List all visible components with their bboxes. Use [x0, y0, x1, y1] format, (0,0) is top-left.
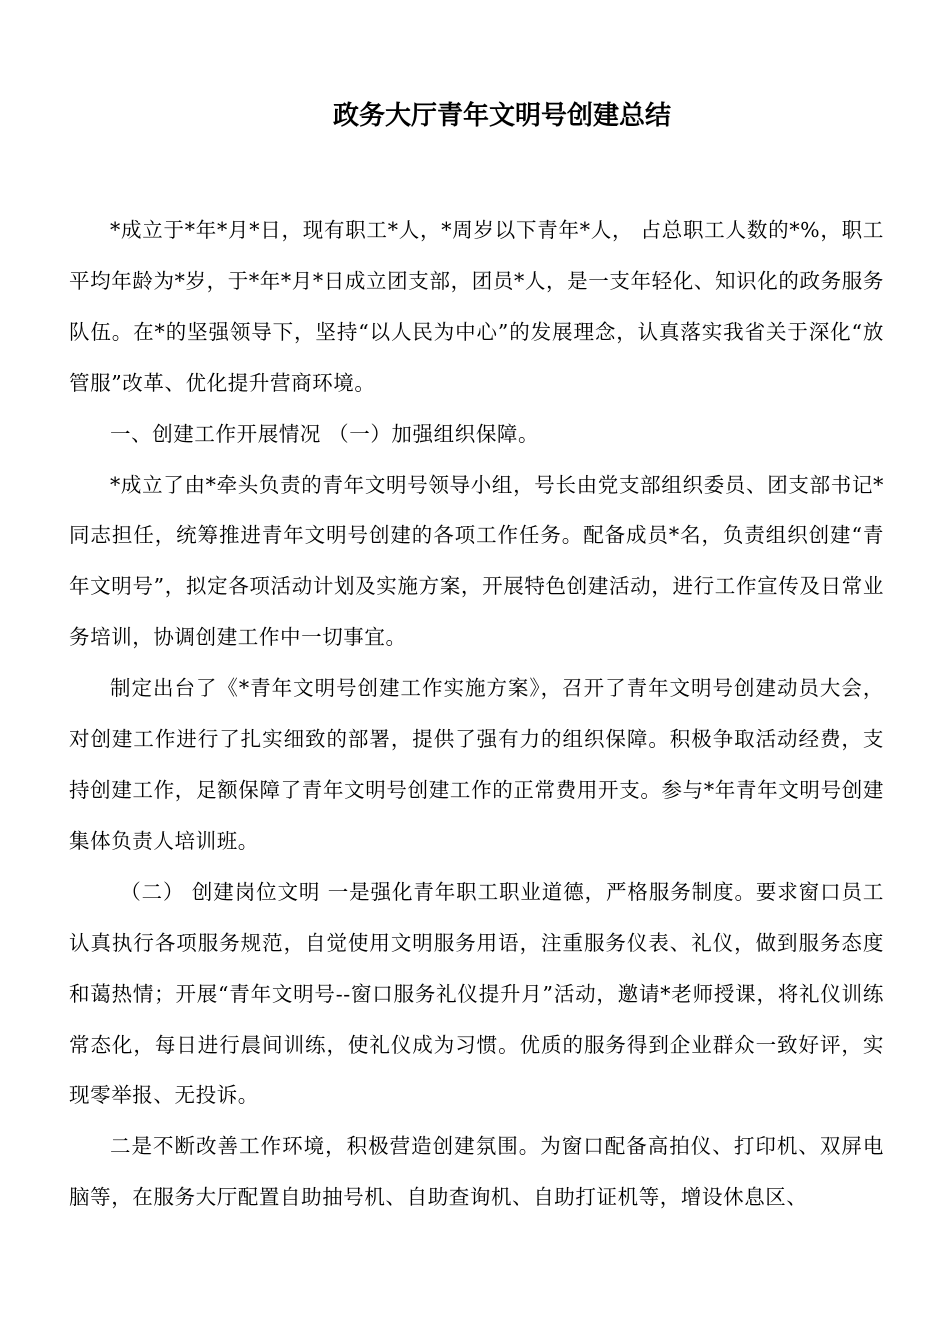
paragraph-implementation-plan: 制定出台了《*青年文明号创建工作实施方案》，召开了青年文明号创建动员大会，对创建工作进行了扎实细致的部署，提供了强有力的组织保障。积极争取活动经费，支持创建工作，足额保障了青年文明号创建工作的正常费用开支。参与*年青年文明号创建集体负责人培训班。	[69, 676, 884, 853]
document-title: 政务大厅青年文明号创建总结	[332, 101, 671, 131]
document-body	[69, 205, 884, 1223]
paragraph-intro: *成立于*年*月*日，现有职工*人，*周岁以下青年*人， 占总职工人数的*%，职工平均年龄为*岁，于*年*月*日成立团支部，团员*人，是一支年轻化、知识化的政务服务队伍。在*的坚强领导下，坚持“以人民为中心”的发展理念，认真落实我省关于深化“放管服”改革、优化提升营商环境。	[69, 218, 884, 395]
paragraph-work-environment: 二是不断改善工作环境，积极营造创建氛围。为窗口配备高拍仪、打印机、双屏电脑等，在服务大厅配置自助抽号机、自助查询机、自助打证机等，增设休息区、	[69, 1134, 884, 1210]
paragraph-post-civility: （二） 创建岗位文明 一是强化青年职工职业道德，严格服务制度。要求窗口员工认真执行各项服务规范，自觉使用文明服务用语，注重服务仪表、礼仪，做到服务态度和蔼热情；开展“青年文明号--窗口服务礼仪提升月”活动，邀请*老师授课，将礼仪训练常态化，每日进行晨间训练，使礼仪成为习惯。优质的服务得到企业群众一致好评，实现零举报、无投诉。	[69, 879, 884, 1108]
paragraph-leadership-group: *成立了由*牵头负责的青年文明号领导小组，号长由党支部组织委员、团支部书记*同志担任，统筹推进青年文明号创建的各项工作任务。配备成员*名，负责组织创建“青年文明号”，拟定各项活动计划及实施方案，开展特色创建活动，进行工作宣传及日常业务培训，协调创建工作中一切事宜。	[69, 472, 884, 650]
paragraph-section-one-heading: 一、创建工作开展情况 （一）加强组织保障。	[110, 421, 540, 446]
